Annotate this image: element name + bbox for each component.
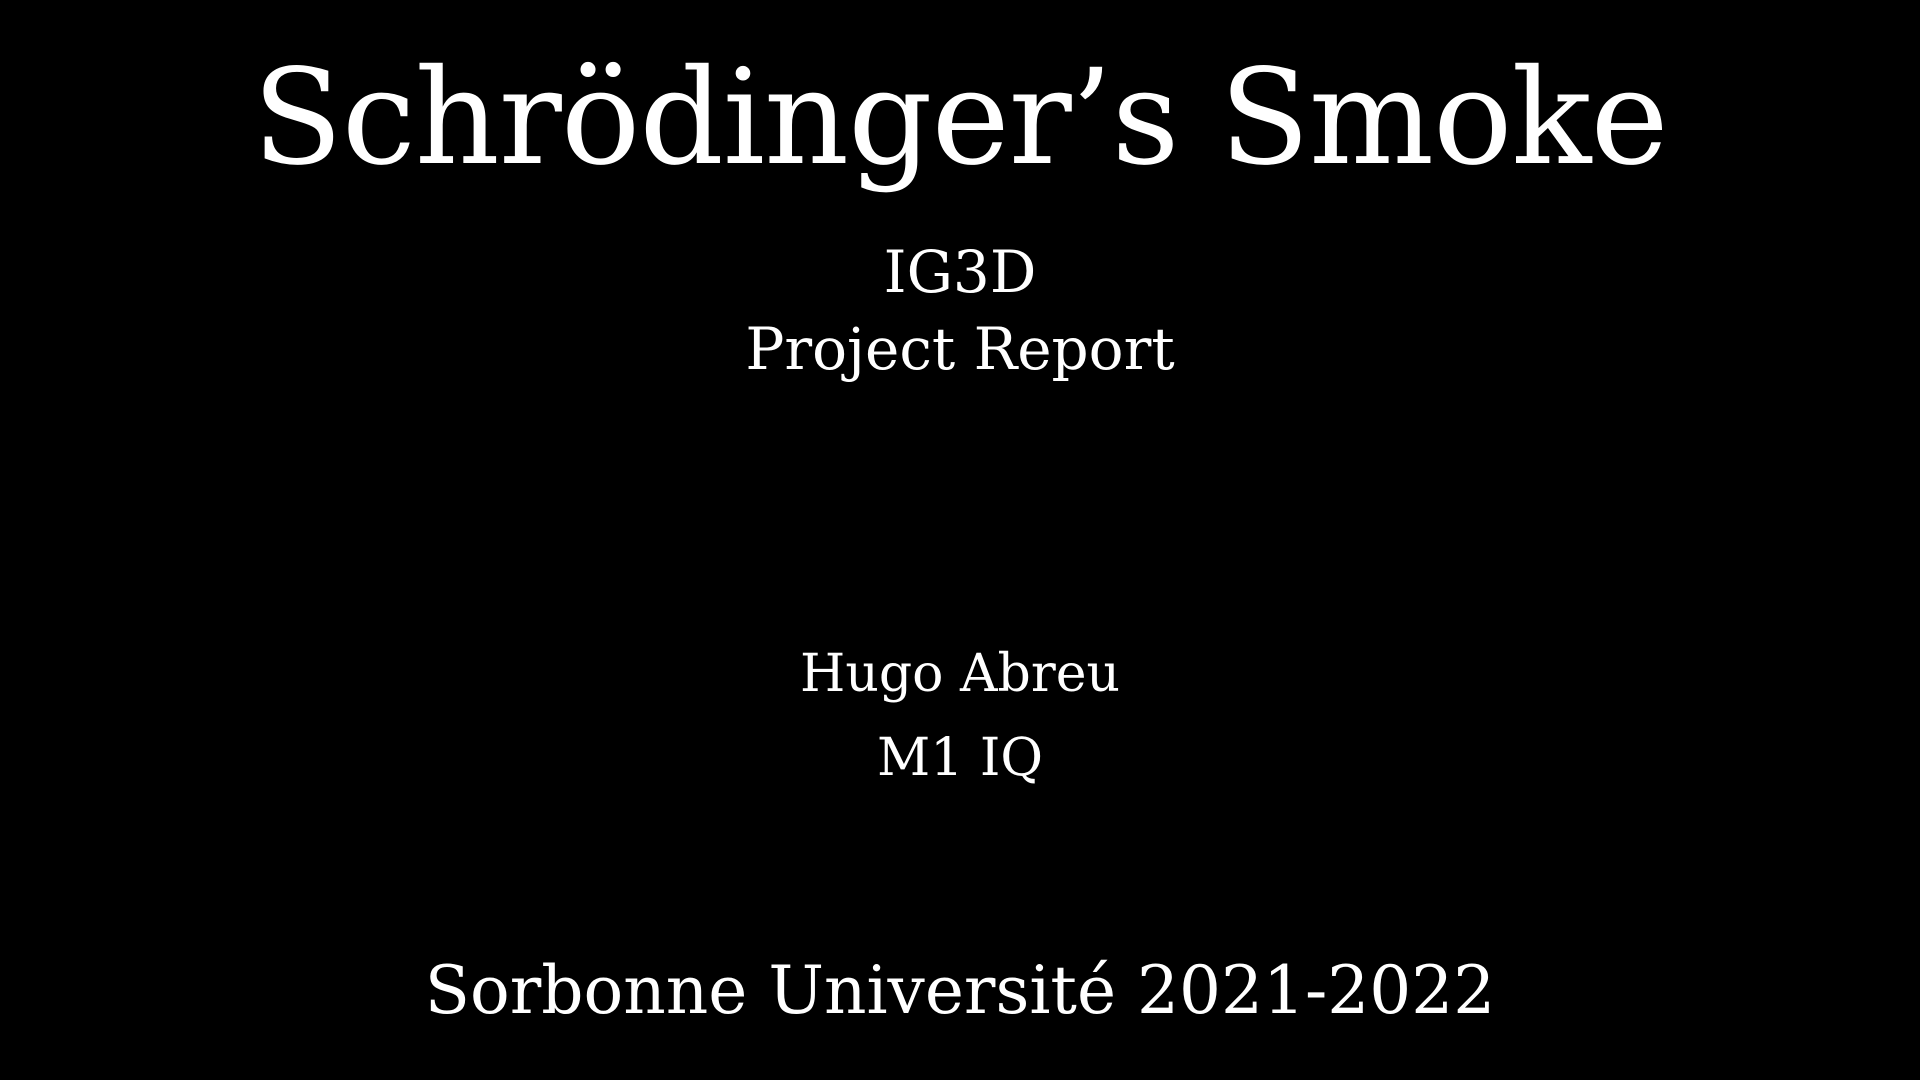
course-code: IG3D <box>883 238 1037 306</box>
page-title: Schrödinger’s Smoke <box>252 41 1668 195</box>
institution-year: Sorbonne Université 2021-2022 <box>424 952 1496 1029</box>
report-type: Project Report <box>745 315 1175 383</box>
author-name: Hugo Abreu <box>800 644 1120 704</box>
program-name: M1 IQ <box>876 728 1044 788</box>
